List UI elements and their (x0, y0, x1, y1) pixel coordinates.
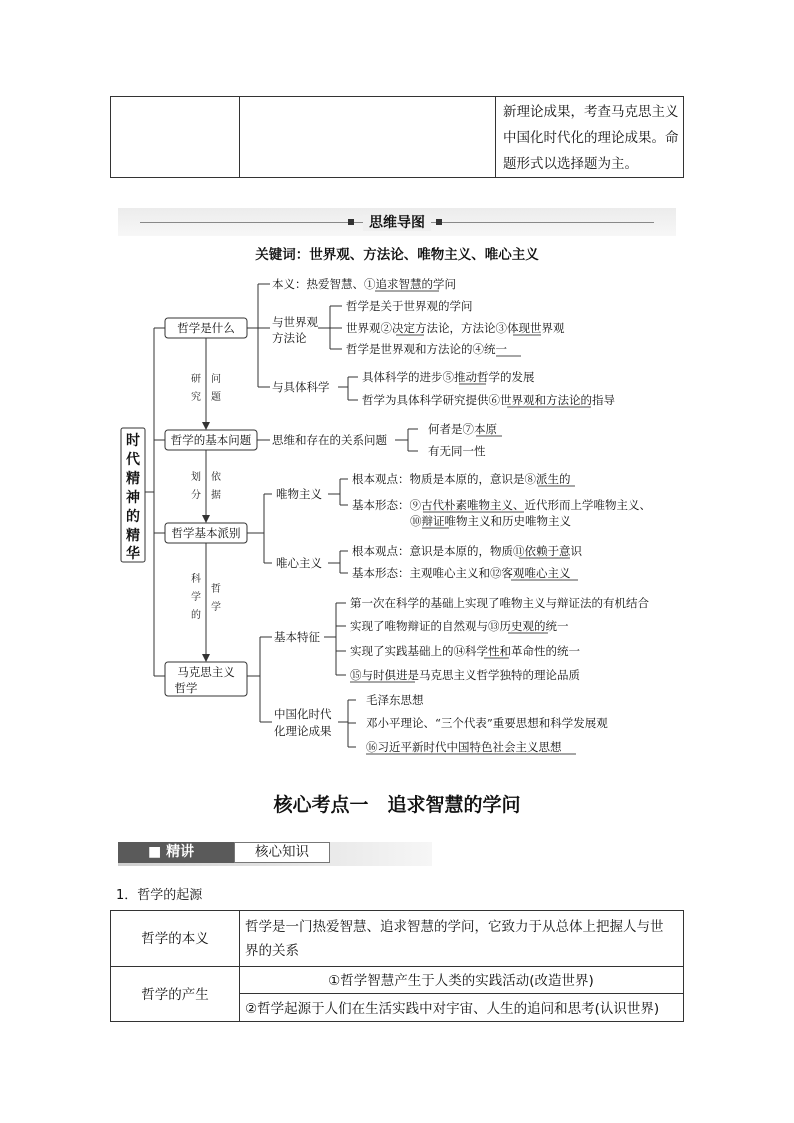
root-char: 的 (126, 509, 140, 525)
link-label: 问 (211, 374, 221, 385)
row-head-meaning: 哲学的本义 (141, 931, 209, 947)
node-marxist-2: 哲学 (174, 681, 198, 695)
root-char: 神 (126, 490, 140, 506)
section-heading: 核心考点一 追求智慧的学问 (273, 794, 521, 816)
root-char: 华 (126, 546, 140, 562)
link-label: 的 (191, 610, 201, 621)
link-label: 据 (211, 490, 221, 501)
leaf-w3: ⑩辩证唯物主义和历史唯物主义 (410, 514, 571, 528)
leaf-sinicization-2: 化理论成果 (274, 724, 332, 738)
mindmap-title-text: 思维导图 (363, 215, 431, 231)
node-basic-schools: 哲学基本派别 (171, 526, 241, 540)
link-label: 划 (191, 472, 201, 483)
leaf-k1: 具体科学的进步⑤推动哲学的发展 (362, 370, 535, 384)
root-char: 精 (126, 471, 140, 487)
node-what-is-philosophy: 哲学是什么 (177, 321, 235, 335)
node-marxist: 马克思主义 (177, 665, 235, 679)
row-body-meaning: 哲学是一门热爱智慧、追求智慧的学问，它致力于从总体上把握人与世 (245, 919, 664, 935)
link-label: 研 (191, 374, 201, 385)
node-basic-question: 哲学的基本问题 (170, 433, 252, 447)
leaf-w1: 根本观点：物质是本原的，意识是⑧派生的 (352, 472, 571, 486)
leaf-t2: 实现了唯物辩证的自然观与⑬历史观的统一 (350, 619, 569, 633)
mindmap-root (126, 433, 141, 562)
row-body-origin-2: ②哲学起源于人们在生活实践中对宇宙、人生的追问和思考(认识世界) (245, 1001, 660, 1017)
leaf-s3: 哲学是世界观和方法论的④统一 (346, 342, 507, 356)
origin-table (110, 910, 684, 1022)
leaf-idealism: 唯心主义 (276, 556, 322, 570)
leaf-w2: 基本形态：⑨古代朴素唯物主义、近代形而上学唯物主义、 (352, 498, 651, 512)
leaf-t4: ⑮与时俱进是马克思主义哲学独特的理论品质 (350, 668, 580, 682)
link-label: 学 (191, 592, 201, 603)
link-label: 学 (211, 602, 221, 613)
leaf-r2: 有无同一性 (428, 444, 486, 458)
row-head-origin: 哲学的产生 (141, 987, 209, 1003)
leaf-features: 基本特征 (274, 630, 320, 644)
table-cell-text: 新理论成果，考查马克思主义中国化时代化的理论成果。命题形式以选择题为主。 (503, 104, 679, 172)
leaf-k2: 哲学为具体科学研究提供⑥世界观和方法论的指导 (362, 393, 615, 407)
leaf-x1: 根本观点：意识是本原的，物质⑪依赖于意识 (352, 544, 582, 558)
leaf-s2: 世界观②决定方法论，方法论③体现世界观 (346, 321, 565, 335)
root-char: 代 (126, 452, 140, 468)
subheading: 1．哲学的起源 (116, 888, 203, 903)
link-label: 科 (191, 574, 201, 585)
link-label: 题 (211, 392, 221, 403)
leaf-s1: 哲学是关于世界观的学问 (346, 299, 473, 313)
leaf-z2: 邓小平理论、“三个代表”重要思想和科学发展观 (366, 716, 608, 730)
leaf-t1: 第一次在科学的基础上实现了唯物主义与辩证法的有机结合 (350, 596, 649, 610)
tag-jingjiang-label: ■ 精讲 (148, 844, 195, 860)
link-label: 哲 (211, 584, 221, 595)
row-body-origin-1: ①哲学智慧产生于人类的实践活动(改造世界) (328, 973, 594, 989)
mindmap-keywords: 关键词：世界观、方法论、唯物主义、唯心主义 (255, 247, 539, 263)
tag-core-knowledge: 核心知识 (234, 842, 330, 863)
table-divider (111, 966, 683, 967)
leaf-z1: 毛泽东思想 (366, 693, 424, 707)
leaf-worldview: 与世界观 (272, 315, 318, 329)
leaf-r1: 何者是⑦本原 (428, 422, 497, 436)
leaf-x2: 基本形态：主观唯心主义和⑫客观唯心主义 (352, 566, 571, 580)
link-label: 分 (191, 490, 201, 501)
link-label: 依 (211, 472, 221, 483)
leaf-science: 与具体科学 (272, 380, 330, 394)
tag-jingjiang (118, 842, 234, 863)
leaf-sinicization: 中国化时代 (274, 707, 332, 721)
root-char: 精 (126, 528, 140, 544)
leaf-relation: 思维和存在的关系问题 (272, 433, 387, 447)
leaf-z3: ⑯习近平新时代中国特色社会主义思想 (366, 740, 562, 754)
leaf-materialism: 唯物主义 (276, 487, 322, 501)
leaf-methodology: 方法论 (272, 331, 307, 345)
leaf-t3: 实现了实践基础上的⑭科学性和革命性的统一 (350, 644, 580, 658)
row-body-meaning-2: 界的关系 (245, 943, 299, 959)
link-label: 究 (191, 392, 201, 403)
table-divider (239, 993, 683, 994)
leaf-benyi: 本义：热爱智慧、①追求智慧的学问 (272, 277, 456, 291)
root-char: 时 (126, 433, 140, 449)
